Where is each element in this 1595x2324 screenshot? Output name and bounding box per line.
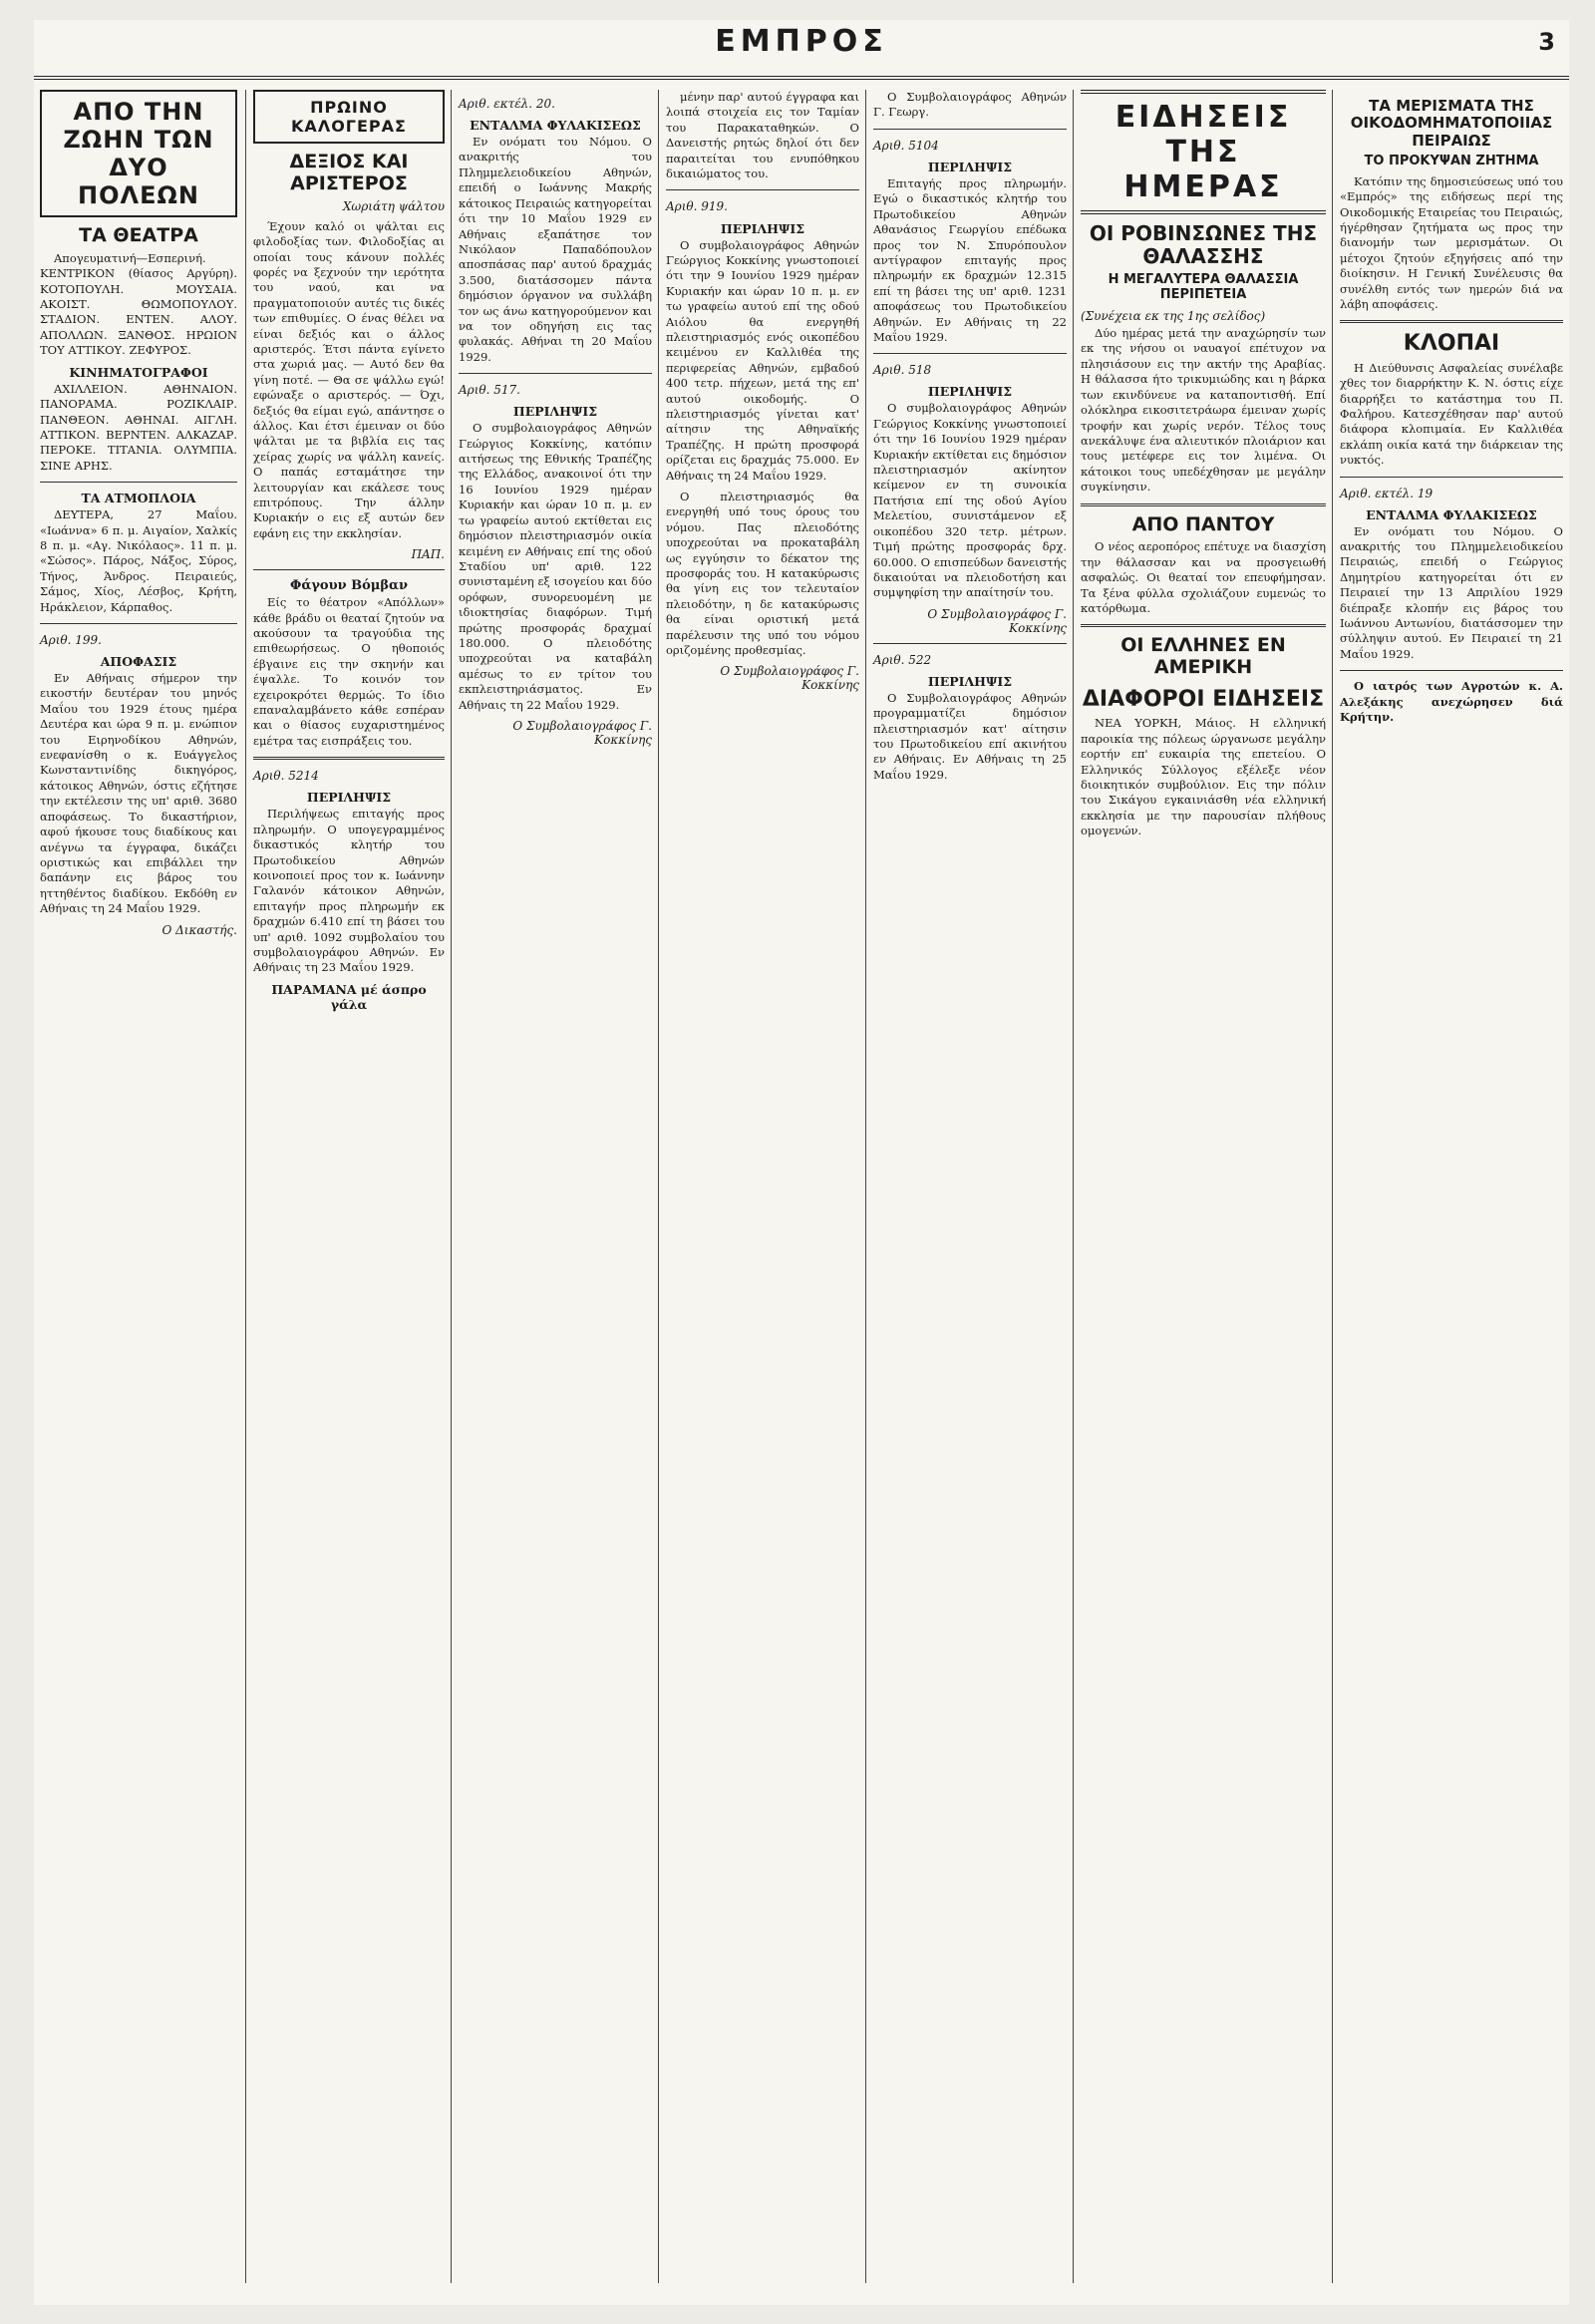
news-headline-secondary: ΔΙΑΦΟΡΟΙ ΕΙΔΗΣΕΙΣ	[1082, 687, 1325, 713]
column-4	[660, 90, 865, 2293]
column-rule	[1073, 90, 1074, 2283]
notice-body: Ο Συμβολαιογράφος Αθηνών προγραμματίζει δημόσιον πλειστηριασμόν κατ' αίτησιν του Πρωτοδικείου επί ακινήτου εν Αθήναις. Εν Αθήναις τη 25 Μαΐου 1929.	[873, 690, 1067, 782]
divider	[459, 373, 652, 374]
column-6	[1075, 90, 1332, 2293]
notice-body: Εν ονόματι του Νόμου. Ο ανακριτής του Πλημμελειοδικείου Αθηνών, επειδή ο Ιωάννης Μακρής κάτοικος Πειραιώς κατηγορείται ότι την 10 Μαΐου 1929 εν Αθήναις εξαπάτησε τον Νικόλαον Παπαδόπουλον αποσπάσας παρ' αυτού δραχμάς 3.500, διατάσσομεν πάντα δημόσιον όργανον να συλλάβη τον ως άνω κατηγορούμενον και να τον οδηγήση εις τας φυλακάς. Αθήναι τη 20 Μαΐου 1929.	[459, 135, 652, 364]
notice-heading: ΠΕΡΙΛΗΨΙΣ	[512, 404, 598, 420]
divider	[253, 757, 445, 760]
notice-body: Ο συμβολαιογράφος Αθηνών Γεώργιος Κοκκίνης, κατόπιν αιτήσεως της Εθνικής Τραπέζης της Ελλάδος, ανακοινοί ότι την 16 Ιουνίου 1929 ημέραν Κυριακήν και ώραν 10 π. μ. εν τω γραφείω αυτού εκτίθεται εις δημόσιον πλειστηριασμόν οικία κειμένη εν Αθήναις επί της οδού Σταδίου υπ' αριθ. 122 συνισταμένη εξ ισογείου και δύο ορόφων, συνορευομένη με ιδιοκτησίας διαφόρων. Τιμή πρώτης προσφοράς δραχμαί 180.000. Ο πλειοδότης υποχρεούται να καταβάλη αμέσως το εν τρίτον του εκπλειστηριάσματος. Εν Αθήναις τη 22 Μαΐου 1929.	[459, 421, 652, 712]
feature-title: ΔΕΞΙΟΣ ΚΑΙ ΑΡΙΣΤΕΡΟΣ	[289, 151, 409, 194]
reference-number: Αριθ. 517.	[459, 383, 520, 398]
reference-number: Αριθ. εκτέλ. 20.	[459, 97, 555, 111]
notice-heading: ΠΕΡΙΛΗΨΙΣ	[306, 790, 392, 806]
news-banner: ΕΙΔΗΣΕΙΣ ΤΗΣ ΗΜΕΡΑΣ	[1081, 90, 1326, 214]
news-headline: ΑΠΟ ΠΑΝΤΟΥ	[1131, 512, 1275, 535]
section-banner: ΑΠΟ ΤΗΝ ΖΩΗΝ ΤΩΝ ΔΥΟ ΠΟΛΕΩΝ	[40, 90, 237, 217]
divider	[873, 643, 1067, 644]
page-number: 3	[1538, 28, 1555, 56]
notice-heading: ΠΕΡΙΛΗΨΙΣ	[927, 384, 1013, 400]
divider	[40, 623, 237, 624]
second-feature-title: Φάγουν Βόμβαν	[290, 578, 408, 594]
notice-heading: ΕΝΤΑΛΜΑ ΦΥΛΑΚΙΣΕΩΣ	[470, 118, 641, 134]
notice-body: Περιλήψεως επιταγής προς πληρωμήν. Ο υπογεγραμμένος δικαστικός κλητήρ του Πρωτοδικείου Αθηνών κοινοποιεί προς τον κ. Ιωάννην Γαλανόν κάτοικον Αθηνών, επιταγήν προς πληρωμήν εκ δραχμών 6.410 επί τη βάσει του υπ' αριθ. 1092 συμβολαίου του συμβολαιογράφου Αθηνών. Εν Αθήναις τη 23 Μαΐου 1929.	[253, 807, 445, 975]
feature-banner: ΠΡΩΙΝΟ ΚΑΛΟΓΕΡΑΣ	[253, 90, 445, 144]
divider	[873, 353, 1067, 354]
reference-number: Αριθ. 522	[873, 652, 932, 667]
notice-heading: ΕΝΤΑΛΜΑ ΦΥΛΑΚΙΣΕΩΣ	[1366, 506, 1537, 522]
divider	[1081, 503, 1326, 506]
feature-body: Έχουν καλό οι ψάλται εις φιλοδοξίας των. Φιλοδοξίας αι οποίαι τους κάνουν πολλές φορές να ξεχνούν την ιερότητα του ναού, και να πραγματοποιούν αυτές τις δικές των επιθυμίες. Ο ένας θέλει να είναι δεξιός και ο άλλος αριστερός. Έτσι πάντα εγίνετο στα χωριά μας. — Αυτό δεν θα γίνη ποτέ. — Θα σε ψάλλω εγώ! εφώναξε ο αριστερός. — Όχι, δεξιός θα είμαι εγώ, απάντησε ο άλλος. Και έτσι έμειναν οι δύο ψάλται με τα βιβλία εις τας χείρας χωρίς να ψάλλη κανείς. Ο παπάς εσταμάτησε την λειτουργίαν και εκάλεσε τους επιτρόπους. Την άλλην Κυριακήν ο εις εξ αυτών δεν εφάνη εις την εκκλησίαν.	[253, 218, 445, 540]
newspaper-title: ΕΜΠΡΟΣ	[715, 24, 888, 59]
reference-number: Αριθ. 5214	[253, 769, 319, 784]
news-headline: ΚΛΟΠΑΙ	[1403, 331, 1500, 357]
second-feature-body: Είς το θέατρον «Απόλλων» κάθε βράδυ οι θεαταί ζητούν να ακούσουν τα τραγούδια της επιθεωρήσεως. Ο ηθοποιός έβγαινε εις την σκηνήν και έψαλλε. Το κοινόν τον εχειροκρότει θερμώς. Το ίδιο επαναλαμβάνετο κάθε εσπέραν και ο θίασος ευχαριστημένος εμέτρα τας εισπράξεις του.	[253, 595, 445, 748]
notice-signature: Ο Συμβολαιογράφος Γ. Κοκκίνης	[927, 606, 1067, 635]
news-body: Η Διεύθυνσις Ασφαλείας συνέλαβε χθες τον διαρρήκτην Κ. Ν. όστις είχε διαρρήξει το κατάστημα του Π. Φαλήρου. Κατεσχέθησαν παρ' αυτού διάφορα κλοπιμαία. Εν Καλλιθέα εκλάπη οικία κατά την διάρκειαν της νυκτός.	[1340, 360, 1563, 468]
notice-signature: Ο Συμβολαιογράφος Γ. Κοκκίνης	[720, 664, 859, 693]
column-2	[247, 90, 451, 2293]
divider	[253, 569, 445, 570]
column-rule	[1332, 90, 1333, 2283]
divider	[40, 482, 237, 483]
shipping-listings: ΔΕΥΤΕΡΑ, 27 Μαΐου. «Ιωάννα» 6 π. μ. Αιγαίον, Χαλκίς 8 π. μ. «Αγ. Νικόλαος». 11 π. μ. «Σώσος». Πάρος, Νάξος, Σύρος, Τήνος, Άνδρος. Πειραιεύς, Σάμος, Χίος, Λέσβος, Κρήτη, Ηράκλειον, Κάρπαθος.	[40, 507, 237, 614]
divider	[1340, 320, 1563, 323]
notice-signature: Ο Δικαστής.	[161, 922, 237, 937]
cinema-heading: ΚΙΝΗΜΑΤΟΓΡΑΦΟΙ	[69, 364, 208, 380]
news-headline: ΤΑ ΜΕΡΙΣΜΑΤΑ ΤΗΣ ΟΙΚΟΔΟΜΗΜΑΤΟΠΟΙΙΑΣ ΠΕΙΡΑΙΩΣ	[1350, 97, 1553, 150]
continued-text: μένην παρ' αυτού έγγραφα και λοιπά στοιχεία εις τον Ταμίαν του Παρακαταθηκών. Ο Δανειστής ρητώς δηλοί ότι δεν παραιτείται του ενυπόθηκου δικαιώματος του.	[666, 90, 859, 181]
column-rule	[865, 90, 866, 2283]
news-body: Κατόπιν της δημοσιεύσεως υπό του «Εμπρός» της ειδήσεως περί της Οικοδομικής Εταιρείας του Πειραιώς, ήγέρθησαν ζητήματα ως προς την διανομήν των μερισμάτων. Οι μέτοχοι ζητούν εξηγήσεις από την διοίκησιν. Η Γενική Συνέλευσις θα συνέλθη εντός των ημερών διά να λάβη αποφάσεις.	[1340, 173, 1563, 311]
shipping-heading: ΤΑ ΑΤΜΟΠΛΟΙΑ	[81, 491, 196, 506]
notice-body: Επιταγής προς πληρωμήν. Εγώ ο δικαστικός κλητήρ του Πρωτοδικείου Αθηνών Αθανάσιος Γεωργίου επέδωκα προς τον Ν. Σπυρόπουλον αντίγραφον επιταγής προς πληρωμήν εκ δραχμών 12.315 επί τη βάσει της υπ' αριθ. 1231 αποφάσεως του Πρωτοδικείου Αθηνών. Εν Αθήναις τη 22 Μαΐου 1929.	[873, 175, 1067, 344]
divider	[666, 189, 859, 190]
news-body: ΝΕΑ ΥΟΡΚΗ, Μάιος. Η ελληνική παροικία της πόλεως ώργανωσε μεγάλην εορτήν επ' ευκαιρία της επετείου. Ο Ελληνικός Σύλλογος εξέλεξε νέον διοικητικόν συμβούλιον. Εις την πόλιν του Σικάγου εγκαινιάσθη νέα ελληνική εκκλησία με την παρουσίαν πλήθους ομογενών.	[1081, 716, 1326, 838]
notice-heading: ΠΕΡΙΛΗΨΙΣ	[927, 673, 1013, 689]
reference-number: Αριθ. 919.	[666, 199, 728, 214]
column-5	[867, 90, 1073, 2293]
news-subheadline: Η ΜΕΓΑΛΥΤΕΡΑ ΘΑΛΑΣΣΙΑ ΠΕΡΙΠΕΤΕΙΑ	[1108, 272, 1299, 302]
divider	[1081, 624, 1326, 627]
notice-heading: ΠΕΡΙΛΗΨΙΣ	[720, 220, 805, 236]
divider	[873, 129, 1067, 130]
news-body: Ο νέος αεροπόρος επέτυχε να διασχίση την θάλασσαν και να προσγειωθή ασφαλώς. Οι θεαταί τον επευφήμησαν. Τα ξένα φύλλα σχολιάζουν ευμενώς το κατόρθωμα.	[1081, 539, 1326, 616]
column-7	[1334, 90, 1569, 2293]
news-body: Δύο ημέρας μετά την αναχώρησίν των εκ της νήσου οι ναυαγοί επέτυχον να πλησιάσουν εις την ακτήν της Αραβίας. Η θάλασσα ήτο τρικυμιώδης και η βάρκα των εκινδύνευε να καταποντισθή. Επί ολόκληρα εικοσιτετράωρα έμειναν χωρίς τροφήν και χωρίς νερόν. Τέλος τους ανεκάλυψε ένα αλιευτικόν πλοιάριον και τους μετέφερε εις τον λιμένα. Οι κάτοικοι τους υπεδέχθησαν με μεγάλην συγκίνησιν.	[1081, 326, 1326, 495]
notice-heading: ΠΕΡΙΛΗΨΙΣ	[927, 159, 1013, 174]
reference-number: Αριθ. 5104	[873, 138, 939, 153]
continuation-note: (Συνέχεια εκ της 1ης σελίδος)	[1081, 309, 1266, 323]
notice-signature: Ο Συμβολαιογράφος Γ. Κοκκίνης	[512, 718, 652, 747]
classified-ad: ΠΑΡΑΜΑΝΑ μέ άσπρο γάλα	[271, 981, 427, 1012]
section-heading: ΤΑ ΘΕΑΤΡΑ	[79, 224, 198, 246]
divider	[1340, 670, 1563, 671]
newspaper-page	[34, 20, 1569, 2305]
feature-byline: Χωριάτη ψάλτου	[342, 198, 445, 213]
notice-body: Ο πλειστηριασμός θα ενεργηθή υπό τους όρους του νόμου. Πας πλειοδότης υποχρεούται να προκαταβάλη ως εγγύησιν το δέκατον της προσφοράς του. Η κατακύρωσις θα γίνη εις τον τελευταίον πλειοδότην, η δε κατακύρωσις θα είναι οριστική μετά παρέλευσιν της υπό του νόμου οριζομένης προθεσμίας.	[666, 490, 859, 658]
column-rule	[245, 90, 246, 2283]
notice-body: Εν ονόματι του Νόμου. Ο ανακριτής του Πλημμελειοδικείου Πειραιώς, επειδή ο Γεώργιος Δημητρίου κατηγορείται ότι εν Πειραιεί την 13 Απριλίου 1929 διέπραξε κλοπήν εις βάρος του Ιωάννου Αντωνίου, διατάσσομεν την σύλληψιν αυτού. Εν Πειραιεί τη 21 Μαΐου 1929.	[1340, 523, 1563, 661]
notice-body: Ο συμβολαιογράφος Αθηνών Γεώργιος Κοκκίνης γνωστοποιεί ότι την 16 Ιουνίου 1929 ημέραν Κυριακήν εκτίθεται εις δημόσιον πλειστηριασμόν ακίνητον κείμενον εν τη συνοικία Πατήσια επί της οδού Αγίου Μελετίου, συνιστάμενον εξ οικοπέδου 320 τετρ. μέτρων. Τιμή πρώτης προσφοράς δρχ. 60.000. Ο επισπεύδων δανειστής δικαιούται να πλειοδοτήση και συμψηφίση την απαίτησίν του.	[873, 401, 1067, 600]
masthead	[34, 20, 1569, 80]
news-headline: ΟΙ ΕΛΛΗΝΕΣ ΕΝ ΑΜΕΡΙΚΗ	[1120, 634, 1286, 679]
bottom-note: Ο ιατρός των Αγροτών κ. Α. Αλεξάκης ανεχώρησεν διά Κρήτην.	[1340, 679, 1563, 725]
reference-number: Αριθ. 518	[873, 363, 932, 378]
news-headline: ΟΙ ΡΟΒΙΝΣΩΝΕΣ ΤΗΣ ΘΑΛΑΣΣΗΣ	[1089, 221, 1318, 268]
theatre-listings: Απογευματινή—Εσπερινή. ΚΕΝΤΡΙΚΟΝ (θίασος Αργύρη). ΚΟΤΟΠΟΥΛΗ. ΜΟΥΣΑΙΑ. ΑΚΟΙΣΤ. ΘΩΜΟΠΟΥΛΟΥ. ΣΤΑΔΙΟΝ. ΕΝΤΕΝ. ΑΛΟΥ. ΑΠΟΛΛΩΝ. ΞΑΝΘΟΣ. ΗΡΩΙΟΝ ΤΟΥ ΑΤΤΙΚΟΥ. ΖΕΦΥΡΟΣ.	[40, 250, 237, 358]
column-1	[34, 90, 243, 2293]
notice-heading: ΑΠΟΦΑΣΙΣ	[100, 654, 177, 670]
column-3	[453, 90, 658, 2293]
column-rule	[658, 90, 659, 2283]
continued-text: Ο Συμβολαιογράφος Αθηνών Γ. Γεωργ.	[873, 90, 1067, 120]
divider	[1340, 477, 1563, 478]
reference-number: Αριθ. εκτέλ. 19	[1340, 486, 1434, 500]
cinema-listings: ΑΧΙΛΛΕΙΟΝ. ΑΘΗΝΑΙΟΝ. ΠΑΝΟΡΑΜΑ. ΡΟΖΙΚΛΑΙΡ. ΠΑΝΘΕΟΝ. ΑΘΗΝΑΙ. ΑΙΓΛΗ. ΑΤΤΙΚΟΝ. ΒΕΡΝΤΕΝ. ΑΛΚΑΖΑΡ. ΠΕΡΟΚΕ. ΤΙΤΑΝΙΑ. ΟΛΥΜΠΙΑ. ΣΙΝΕ ΑΡΗΣ.	[40, 381, 237, 473]
notice-body: Εν Αθήναις σήμερον την εικοστήν δευτέραν του μηνός Μαΐου του 1929 έτους ημέρα Δευτέρα και ώρα 9 π. μ. ενώπιον του Ειρηνοδίκου Αθηνών, ενεφανίσθη ο κ. Ευάγγελος Κωνσταντινίδης δικηγόρος, κάτοικος Αθηνών, όστις εζήτησε την εκτέλεσιν της υπ' αριθ. 3680 αποφάσεως. Το δικαστήριον, αφού ήκουσε τους διαδίκους και ανέγνω τα έγγραφα, δικάζει οριστικώς και επιβάλλει την δαπάνην εις βάρος του ηττηθέντος διαδίκου. Εκδόθη εν Αθήναις τη 24 Μαΐου 1929.	[40, 671, 237, 916]
reference-number: Αριθ. 199.	[40, 632, 102, 647]
news-subheadline: ΤΟ ΠΡΟΚΥΨΑΝ ΖΗΤΗΜΑ	[1364, 153, 1539, 168]
notice-body: Ο συμβολαιογράφος Αθηνών Γεώργιος Κοκκίνης γνωστοποιεί ότι την 9 Ιουνίου 1929 ημέραν Κυριακήν και ώραν 10 π. μ. εν τω γραφείω αυτού επί της οδού Αιόλου θα ενεργηθή πλειστηριασμός ενός οικοπέδου κειμένου εν Καλλιθέα της περιφερείας Αθηνών, εμβαδού 400 τετρ. πήχεων, μετά της επ' αυτού οικοδομής. Ο πλειστηριασμός γίνεται κατ' αίτησιν της Αθηναϊκής Τραπέζης. Η πρώτη προσφορά ορίζεται εις δραχμάς 75.000. Εν Αθήναις τη 24 Μαΐου 1929.	[666, 237, 859, 483]
column-rule	[451, 90, 452, 2283]
feature-signature: ΠΑΠ.	[411, 547, 445, 562]
